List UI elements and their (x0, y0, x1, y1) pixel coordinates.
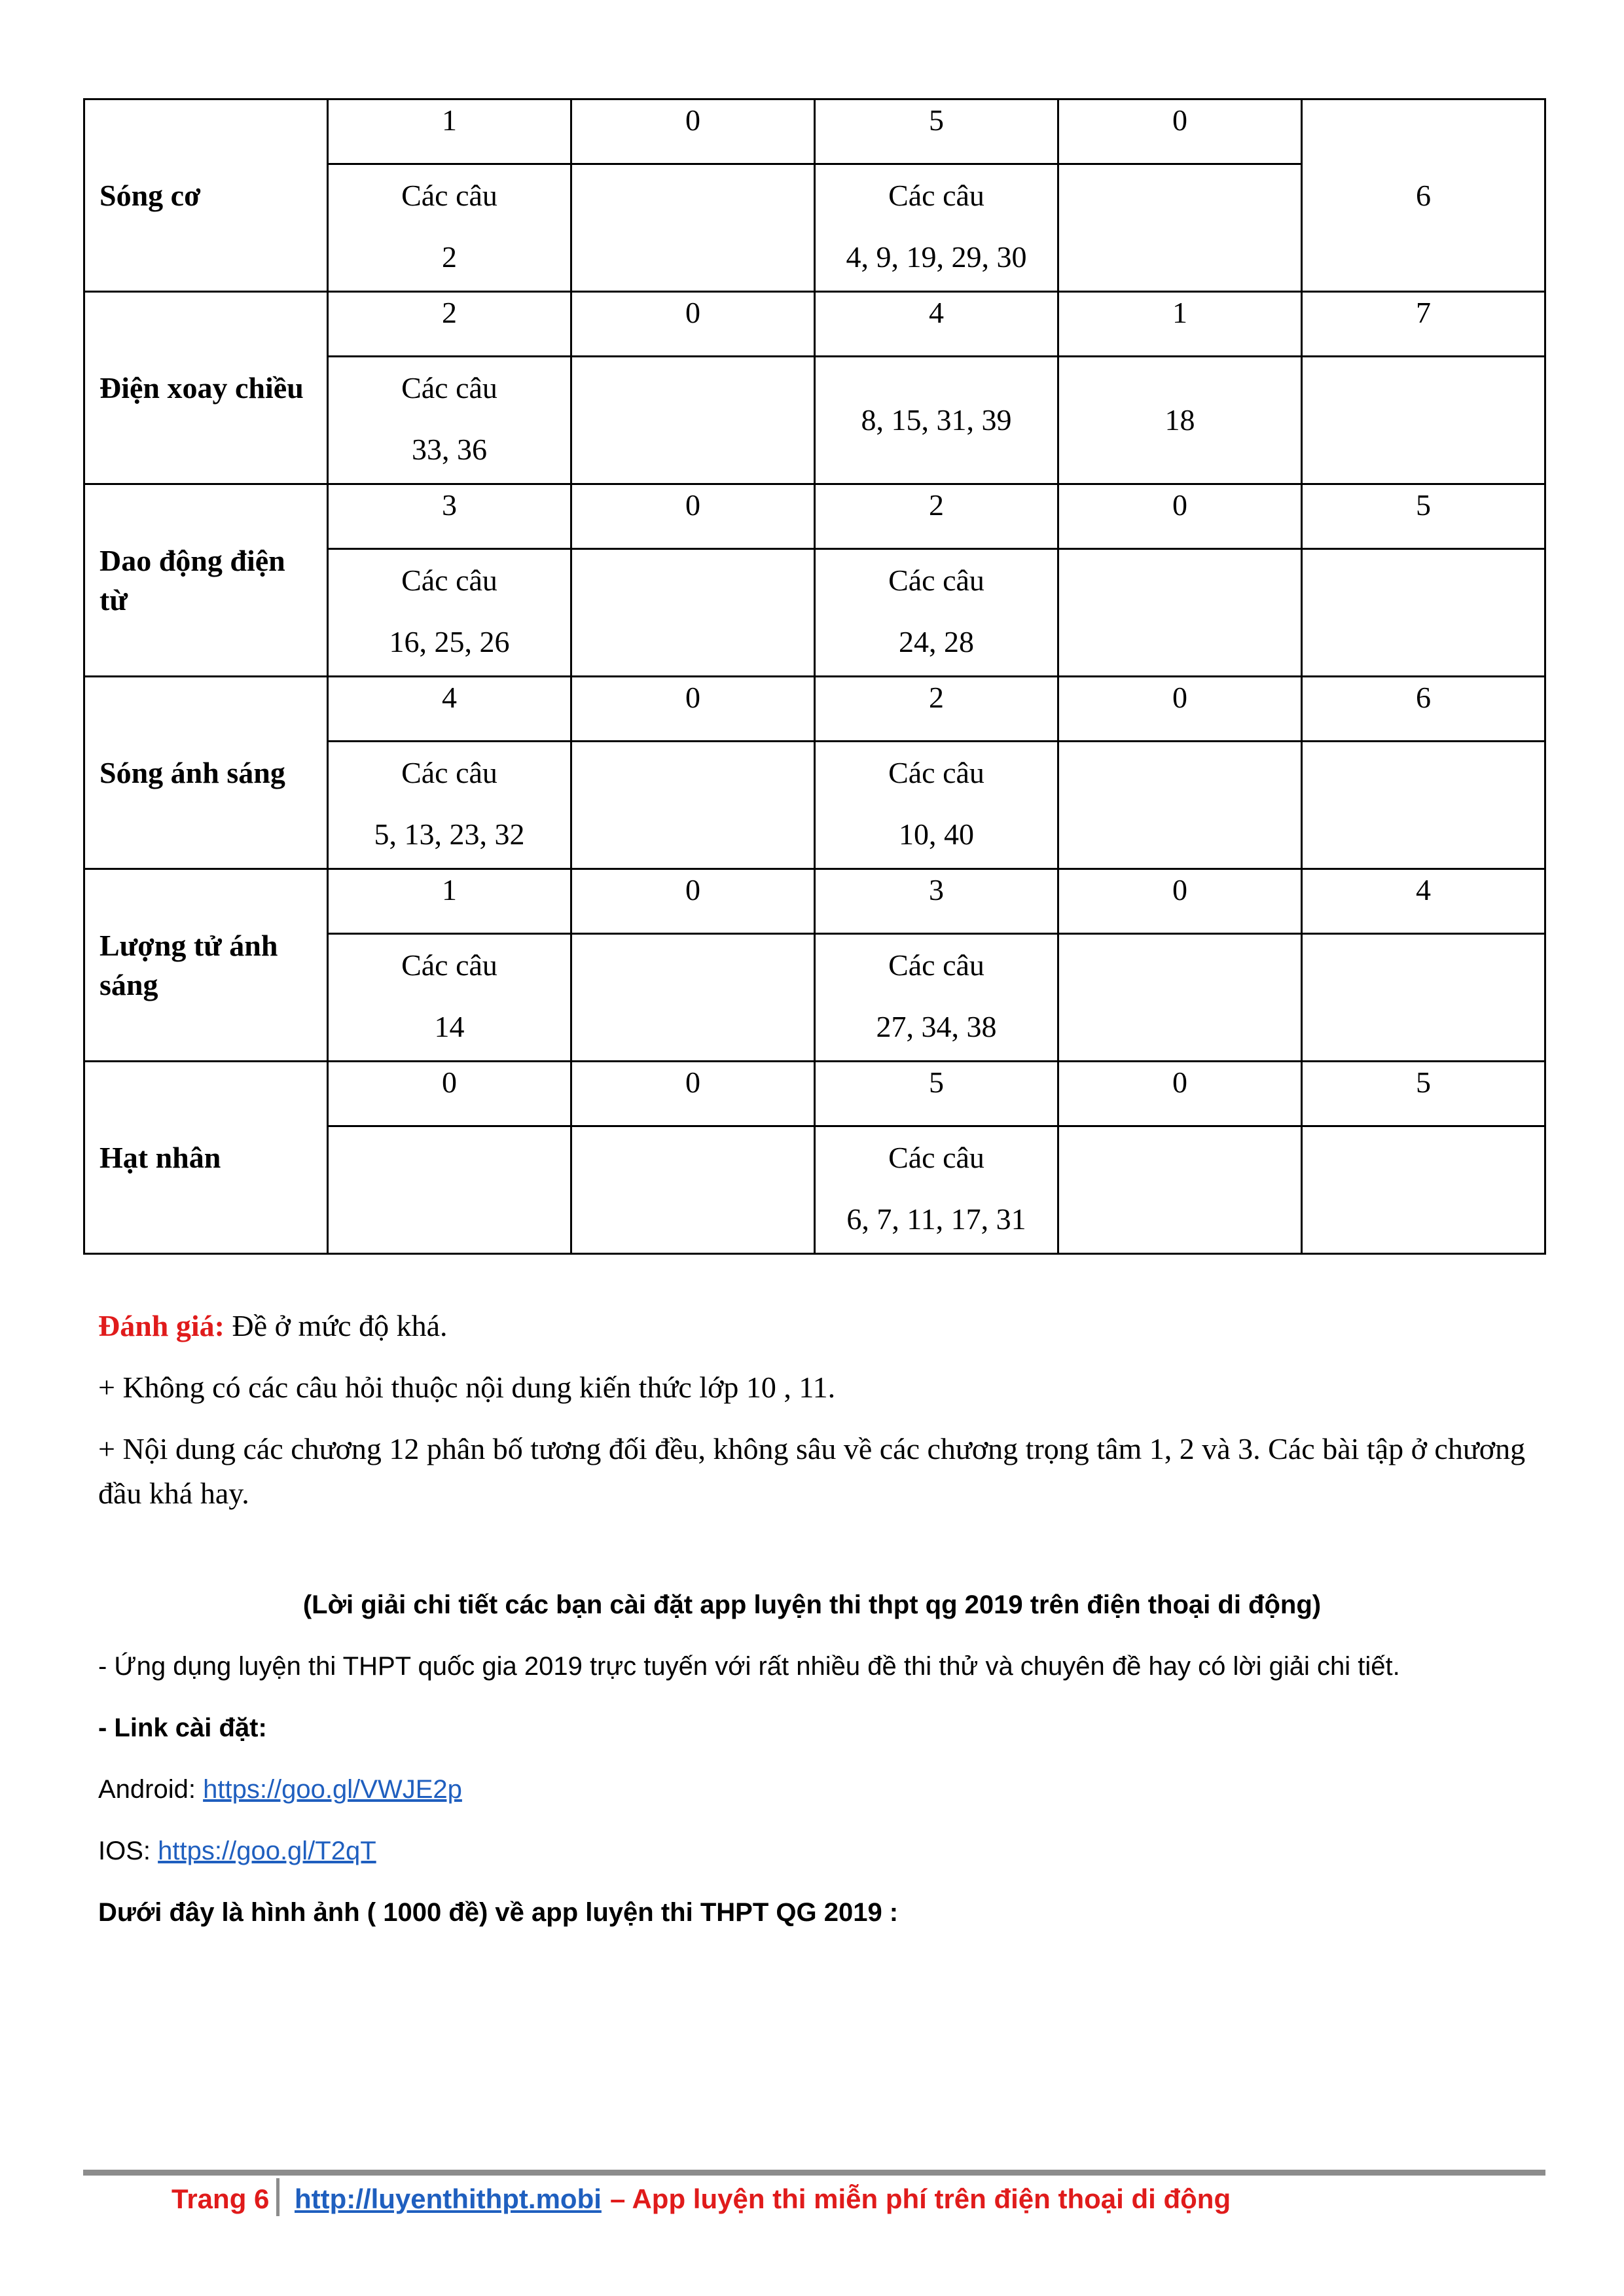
topic-cell: Lượng tử ánh sáng (84, 869, 328, 1062)
question-numbers: 14 (434, 1010, 465, 1043)
question-list-cell (571, 549, 815, 677)
question-list-cell (815, 549, 1058, 677)
question-numbers: 4, 9, 19, 29, 30 (846, 240, 1027, 274)
question-list-cell (571, 934, 815, 1062)
images-note: Dưới đây là hình ảnh ( 1000 đề) về app luyện thi THPT QG 2019 : (98, 1898, 899, 1927)
question-list-cell (328, 357, 571, 484)
question-numbers: 18 (1164, 403, 1195, 437)
empty-total-cell (1302, 357, 1545, 484)
question-list-cell (1058, 934, 1302, 1062)
count-cell: 0 (571, 484, 815, 549)
question-label: Các câu (401, 756, 497, 789)
footer-divider (276, 2178, 280, 2216)
evaluation-line (98, 1304, 448, 1348)
page-number: Trang 6 (171, 2183, 270, 2214)
matrix-row-counts (84, 99, 1545, 164)
question-numbers: 33, 36 (412, 433, 487, 466)
question-list-cell (328, 164, 571, 292)
android-line (98, 1775, 462, 1804)
topic-cell: Điện xoay chiều (84, 292, 328, 484)
question-list-cell (815, 164, 1058, 292)
count-cell: 0 (571, 99, 815, 164)
question-numbers: 10, 40 (899, 817, 974, 851)
promo-headline: (Lời giải chi tiết các bạn cài đặt app luyện thi thpt qg 2019 trên điện thoại di động) (302, 1590, 1322, 1619)
count-cell: 1 (328, 869, 571, 934)
question-numbers: 2 (442, 240, 457, 274)
count-cell: 0 (571, 292, 815, 357)
count-cell: 0 (1058, 1062, 1302, 1126)
question-list-cell (328, 934, 571, 1062)
question-list-cell (571, 357, 815, 484)
question-label: Các câu (401, 564, 497, 597)
question-label: Các câu (401, 371, 497, 404)
evaluation-label: Đánh giá: (98, 1309, 225, 1342)
count-cell: 0 (1058, 99, 1302, 164)
link-heading: - Link cài đặt: (98, 1713, 267, 1742)
count-cell: 0 (1058, 677, 1302, 742)
count-cell: 0 (571, 1062, 815, 1126)
question-list-cell (328, 549, 571, 677)
count-cell: 4 (328, 677, 571, 742)
question-label: Các câu (888, 756, 984, 789)
count-cell: 4 (815, 292, 1058, 357)
question-numbers: 5, 13, 23, 32 (374, 817, 525, 851)
total-cell: 5 (1302, 1062, 1545, 1126)
topic-cell: Dao động điện từ (84, 484, 328, 677)
evaluation-point-2: + Nội dung các chương 12 phân bố tương đối đều, không sâu về các chương trọng tâm 1, 2 và 3. Các bài tập ở chương đầu khá hay. (98, 1432, 1526, 1510)
count-cell: 0 (1058, 869, 1302, 934)
count-cell: 3 (815, 869, 1058, 934)
empty-total-cell (1302, 1126, 1545, 1254)
question-list-cell (1058, 357, 1302, 484)
question-matrix-table (83, 98, 1546, 1255)
android-label: Android: (98, 1775, 204, 1804)
matrix-row-counts (84, 292, 1545, 357)
question-label: Các câu (888, 564, 984, 597)
question-list-cell (815, 357, 1058, 484)
matrix-row-counts (84, 869, 1545, 934)
question-list-cell (571, 742, 815, 869)
question-numbers: 27, 34, 38 (876, 1010, 997, 1043)
count-cell: 3 (328, 484, 571, 549)
topic-cell: Hạt nhân (84, 1062, 328, 1254)
question-list-cell (1058, 742, 1302, 869)
count-cell: 0 (328, 1062, 571, 1126)
question-list-cell (571, 1126, 815, 1254)
footer-rule (83, 2170, 1545, 2176)
matrix-row-counts (84, 484, 1545, 549)
total-cell: 6 (1302, 677, 1545, 742)
promo-description: - Ứng dụng luyện thi THPT quốc gia 2019 trực tuyến với rất nhiều đề thi thử và chuyên đề hay có lời giải chi tiết. (98, 1652, 1400, 1681)
android-link[interactable]: https://goo.gl/VWJE2p (203, 1775, 462, 1804)
question-list-cell (328, 742, 571, 869)
total-cell: 4 (1302, 869, 1545, 934)
empty-total-cell (1302, 549, 1545, 677)
ios-line (98, 1837, 376, 1866)
question-list-cell (328, 1126, 571, 1254)
evaluation-point-1: + Không có các câu hỏi thuộc nội dung kiến thức lớp 10 , 11. (98, 1371, 836, 1404)
total-cell: 5 (1302, 484, 1545, 549)
empty-total-cell (1302, 934, 1545, 1062)
empty-total-cell (1302, 742, 1545, 869)
footer-tagline: – App luyện thi miễn phí trên điện thoại di động (610, 2183, 1231, 2214)
count-cell: 0 (1058, 484, 1302, 549)
ios-label: IOS: (98, 1837, 158, 1865)
question-numbers: 16, 25, 26 (389, 625, 510, 658)
count-cell: 2 (815, 484, 1058, 549)
question-label: Các câu (888, 948, 984, 982)
question-list-cell (571, 164, 815, 292)
topic-cell: Sóng ánh sáng (84, 677, 328, 869)
question-label: Các câu (888, 179, 984, 212)
count-cell: 5 (815, 99, 1058, 164)
question-numbers: 24, 28 (899, 625, 974, 658)
count-cell: 5 (815, 1062, 1058, 1126)
question-list-cell (815, 1126, 1058, 1254)
question-list-cell (815, 742, 1058, 869)
evaluation-text: Đề ở mức độ khá. (224, 1309, 448, 1342)
question-numbers: 6, 7, 11, 17, 31 (846, 1202, 1026, 1236)
count-cell: 1 (1058, 292, 1302, 357)
count-cell: 0 (571, 677, 815, 742)
topic-cell: Sóng cơ (84, 99, 328, 292)
question-label: Các câu (888, 1141, 984, 1174)
total-cell: 7 (1302, 292, 1545, 357)
count-cell: 1 (328, 99, 571, 164)
matrix-row-counts (84, 677, 1545, 742)
question-list-cell (815, 934, 1058, 1062)
count-cell: 2 (328, 292, 571, 357)
question-label: Các câu (401, 179, 497, 212)
question-label: Các câu (401, 948, 497, 982)
question-numbers: 8, 15, 31, 39 (861, 403, 1012, 437)
total-cell: 6 (1302, 99, 1545, 292)
count-cell: 0 (571, 869, 815, 934)
ios-link[interactable]: https://goo.gl/T2qT (158, 1837, 376, 1865)
footer-link[interactable]: http://luyenthithpt.mobi (295, 2183, 602, 2214)
count-cell: 2 (815, 677, 1058, 742)
page-footer (0, 2178, 1624, 2224)
question-list-cell (1058, 164, 1302, 292)
question-list-cell (1058, 1126, 1302, 1254)
matrix-row-counts (84, 1062, 1545, 1126)
question-list-cell (1058, 549, 1302, 677)
